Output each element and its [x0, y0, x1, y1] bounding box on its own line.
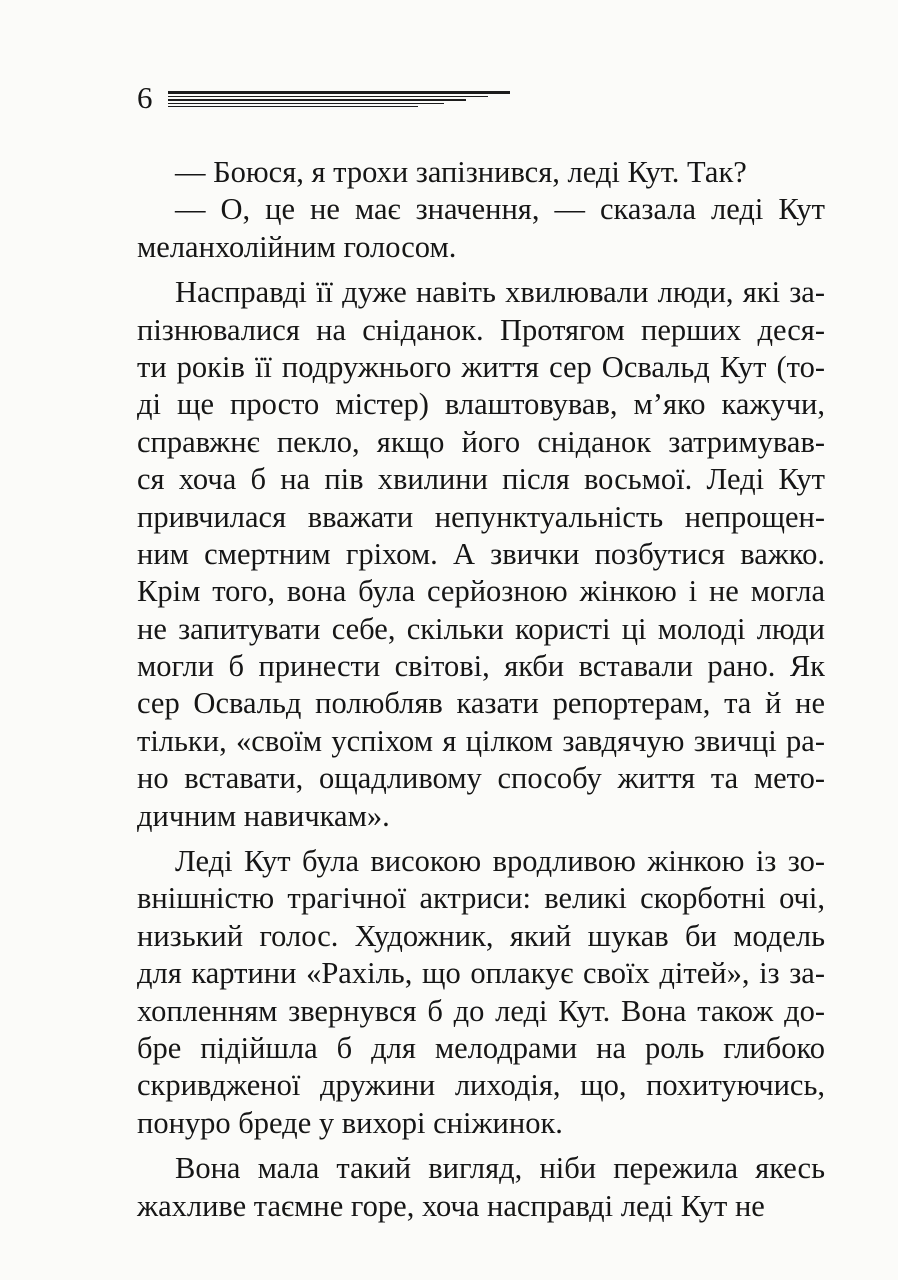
- text-line: — О, це не має значення, — сказала леді Кут: [175, 192, 825, 227]
- text-line: не запитувати себе, скільки користі ці молоді люди: [137, 611, 825, 646]
- text-line: жахливе таємне горе, хоча насправді леді Кут не: [137, 1188, 765, 1223]
- text-line: низький голос. Художник, який шукав би модель: [137, 918, 825, 953]
- text-line: внішністю трагічної актриси: великі скорботні очі,: [137, 881, 825, 916]
- header-rule: [168, 96, 488, 97]
- text-line: привчилася вважати непунктуальність непрощен-: [137, 499, 825, 534]
- page-header: [0, 0, 898, 130]
- text-line: Леді Кут була високою вродливою жінкою із зо-: [175, 844, 825, 879]
- text-line: но вставати, ощадливому способу життя та мето-: [137, 761, 825, 796]
- body-text: [137, 154, 825, 1225]
- paragraph: [137, 191, 825, 266]
- text-line: дичним навичкам».: [137, 798, 390, 833]
- paragraph-gap: [137, 266, 825, 274]
- paragraph: [137, 274, 825, 835]
- text-line: понуро бреде у вихорі сніжинок.: [137, 1105, 563, 1140]
- paragraph: [137, 1150, 825, 1225]
- paragraph-gap: [137, 1142, 825, 1150]
- text-line: ді ще просто містер) влаштовував, м’яко кажучи,: [137, 387, 825, 422]
- header-rule: [168, 103, 444, 104]
- paragraph: [137, 843, 825, 1142]
- text-line: Крім того, вона була серйозною жінкою і не могла: [137, 574, 825, 609]
- text-line: пізнювалися на сніданок. Протягом перших деся-: [137, 312, 825, 347]
- text-line: могли б принести світові, якби вставали рано. Як: [137, 649, 825, 684]
- text-line: меланхолійним голосом.: [137, 229, 457, 264]
- text-line: Насправді її дуже навіть хвилювали люди, які за-: [175, 275, 825, 310]
- page-number: 6: [137, 80, 153, 115]
- text-line: хопленням звернувся б до леді Кут. Вона також до-: [137, 993, 825, 1028]
- text-line: Вона мала такий вигляд, ніби пережила якесь: [175, 1151, 825, 1186]
- text-line: ти років її подружнього життя сер Освальд Кут (то-: [137, 349, 825, 384]
- header-rule: [168, 99, 466, 101]
- text-line: ся хоча б на пів хвилини після восьмої. Леді Кут: [137, 462, 825, 497]
- text-line: ним смертним гріхом. А звички позбутися важко.: [137, 536, 825, 571]
- header-rule: [168, 106, 418, 107]
- header-rule: [168, 91, 510, 94]
- paragraph-gap: [137, 835, 825, 843]
- text-line: тільки, «своїм успіхом я цілком завдячую звичці ра-: [137, 723, 825, 758]
- text-line: скривдженої дружини лиходія, що, похитуючись,: [137, 1068, 825, 1103]
- text-line: для картини «Рахіль, що оплакує своїх дітей», із за-: [137, 956, 825, 991]
- text-line: справжнє пекло, якщо його сніданок затримував-: [137, 424, 825, 459]
- text-line: бре підійшла б для мелодрами на роль глибоко: [137, 1030, 825, 1065]
- text-line: — Боюся, я трохи запізнився, леді Кут. Так?: [175, 155, 747, 189]
- paragraph: [137, 154, 825, 191]
- text-line: сер Освальд полюбляв казати репортерам, та й не: [137, 686, 825, 721]
